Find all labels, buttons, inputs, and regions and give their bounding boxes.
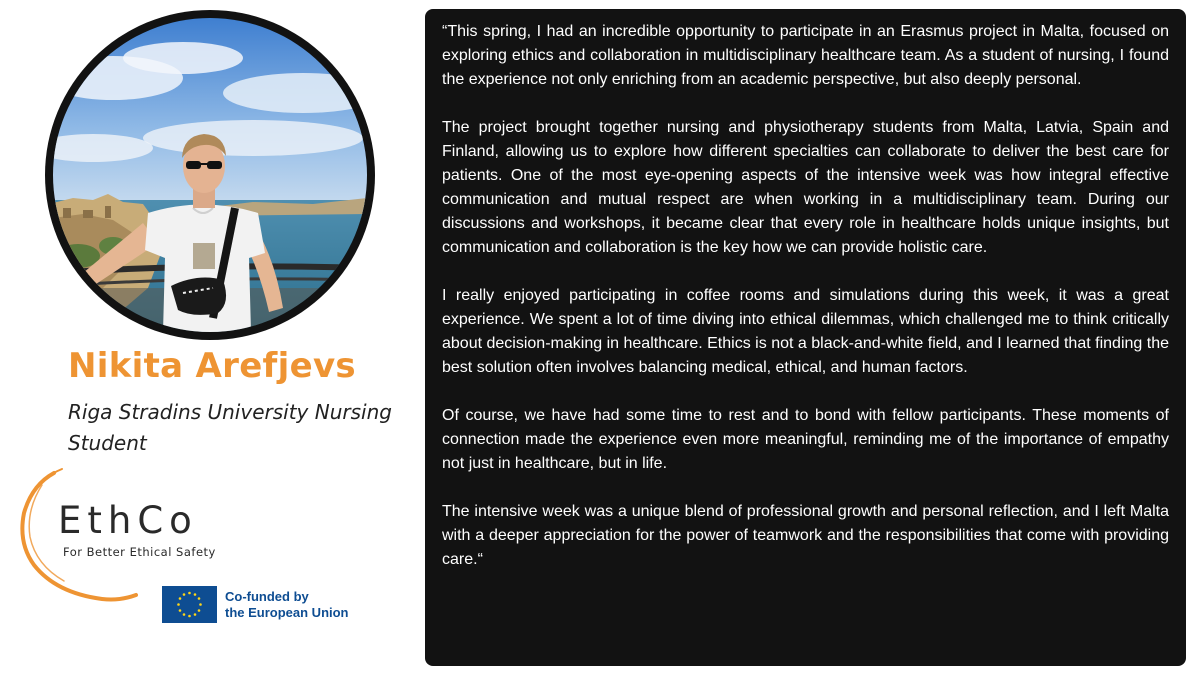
quote-paragraph: Of course, we have had some time to rest and to bond with fellow participants. These moments of connection made the experience even more meaningful, reminding me of the importance of empathy not just in healthcare, but in life.	[442, 407, 1169, 472]
portrait-photo-icon	[53, 18, 367, 332]
logo-tagline: For Better Ethical Safety	[63, 545, 216, 559]
logo-name: EthCo	[58, 499, 198, 542]
eu-funding-line2: the European Union	[225, 605, 349, 620]
portrait-frame	[45, 10, 375, 340]
eu-flag-icon	[162, 586, 217, 623]
quote-paragraph: I really enjoyed participating in coffee rooms and simulations during this week, it was a great experience. We spent a lot of time diving into ethical dilemmas, which challenged me to think critically about decision-making in healthcare. Ethics is not a black-and-white field, and I learned that finding the best solution often involves balancing medical, ethical, and human factors.	[442, 287, 1169, 376]
quote-panel	[425, 9, 1186, 666]
quote-paragraph: The project brought together nursing and physiotherapy students from Malta, Latvia, Spain and Finland, allowing us to explore how different specialties can collaborate to deliver the best care for patients. One of the most eye-opening aspects of the intensive week was how integral effective communication and mutual respect are when working in a multidisciplinary team. During our discussions and workshops, it became clear that every role in healthcare holds unique insights, but communication and collaboration is the key how we can provide holistic care.	[442, 119, 1169, 256]
eu-funding-text	[225, 589, 349, 621]
quote-paragraph: “This spring, I had an incredible opportunity to participate in an Erasmus project in Malta, focused on exploring ethics and collaboration in multidisciplinary healthcare team. As a student of nursing, I found the experience not only enriching from an academic perspective, but also deeply personal.	[442, 23, 1169, 88]
profile-role: Riga Stradins University Nursing Student	[68, 400, 392, 455]
eu-funding-line1: Co-funded by	[225, 589, 309, 604]
profile-name: Nikita Arefjevs	[68, 346, 356, 386]
quote-paragraph: The intensive week was a unique blend of professional growth and personal reflection, and I left Malta with a deeper appreciation for the power of teamwork and the responsibilities that come with providing care.“	[442, 503, 1169, 568]
ethco-logo	[12, 465, 252, 605]
